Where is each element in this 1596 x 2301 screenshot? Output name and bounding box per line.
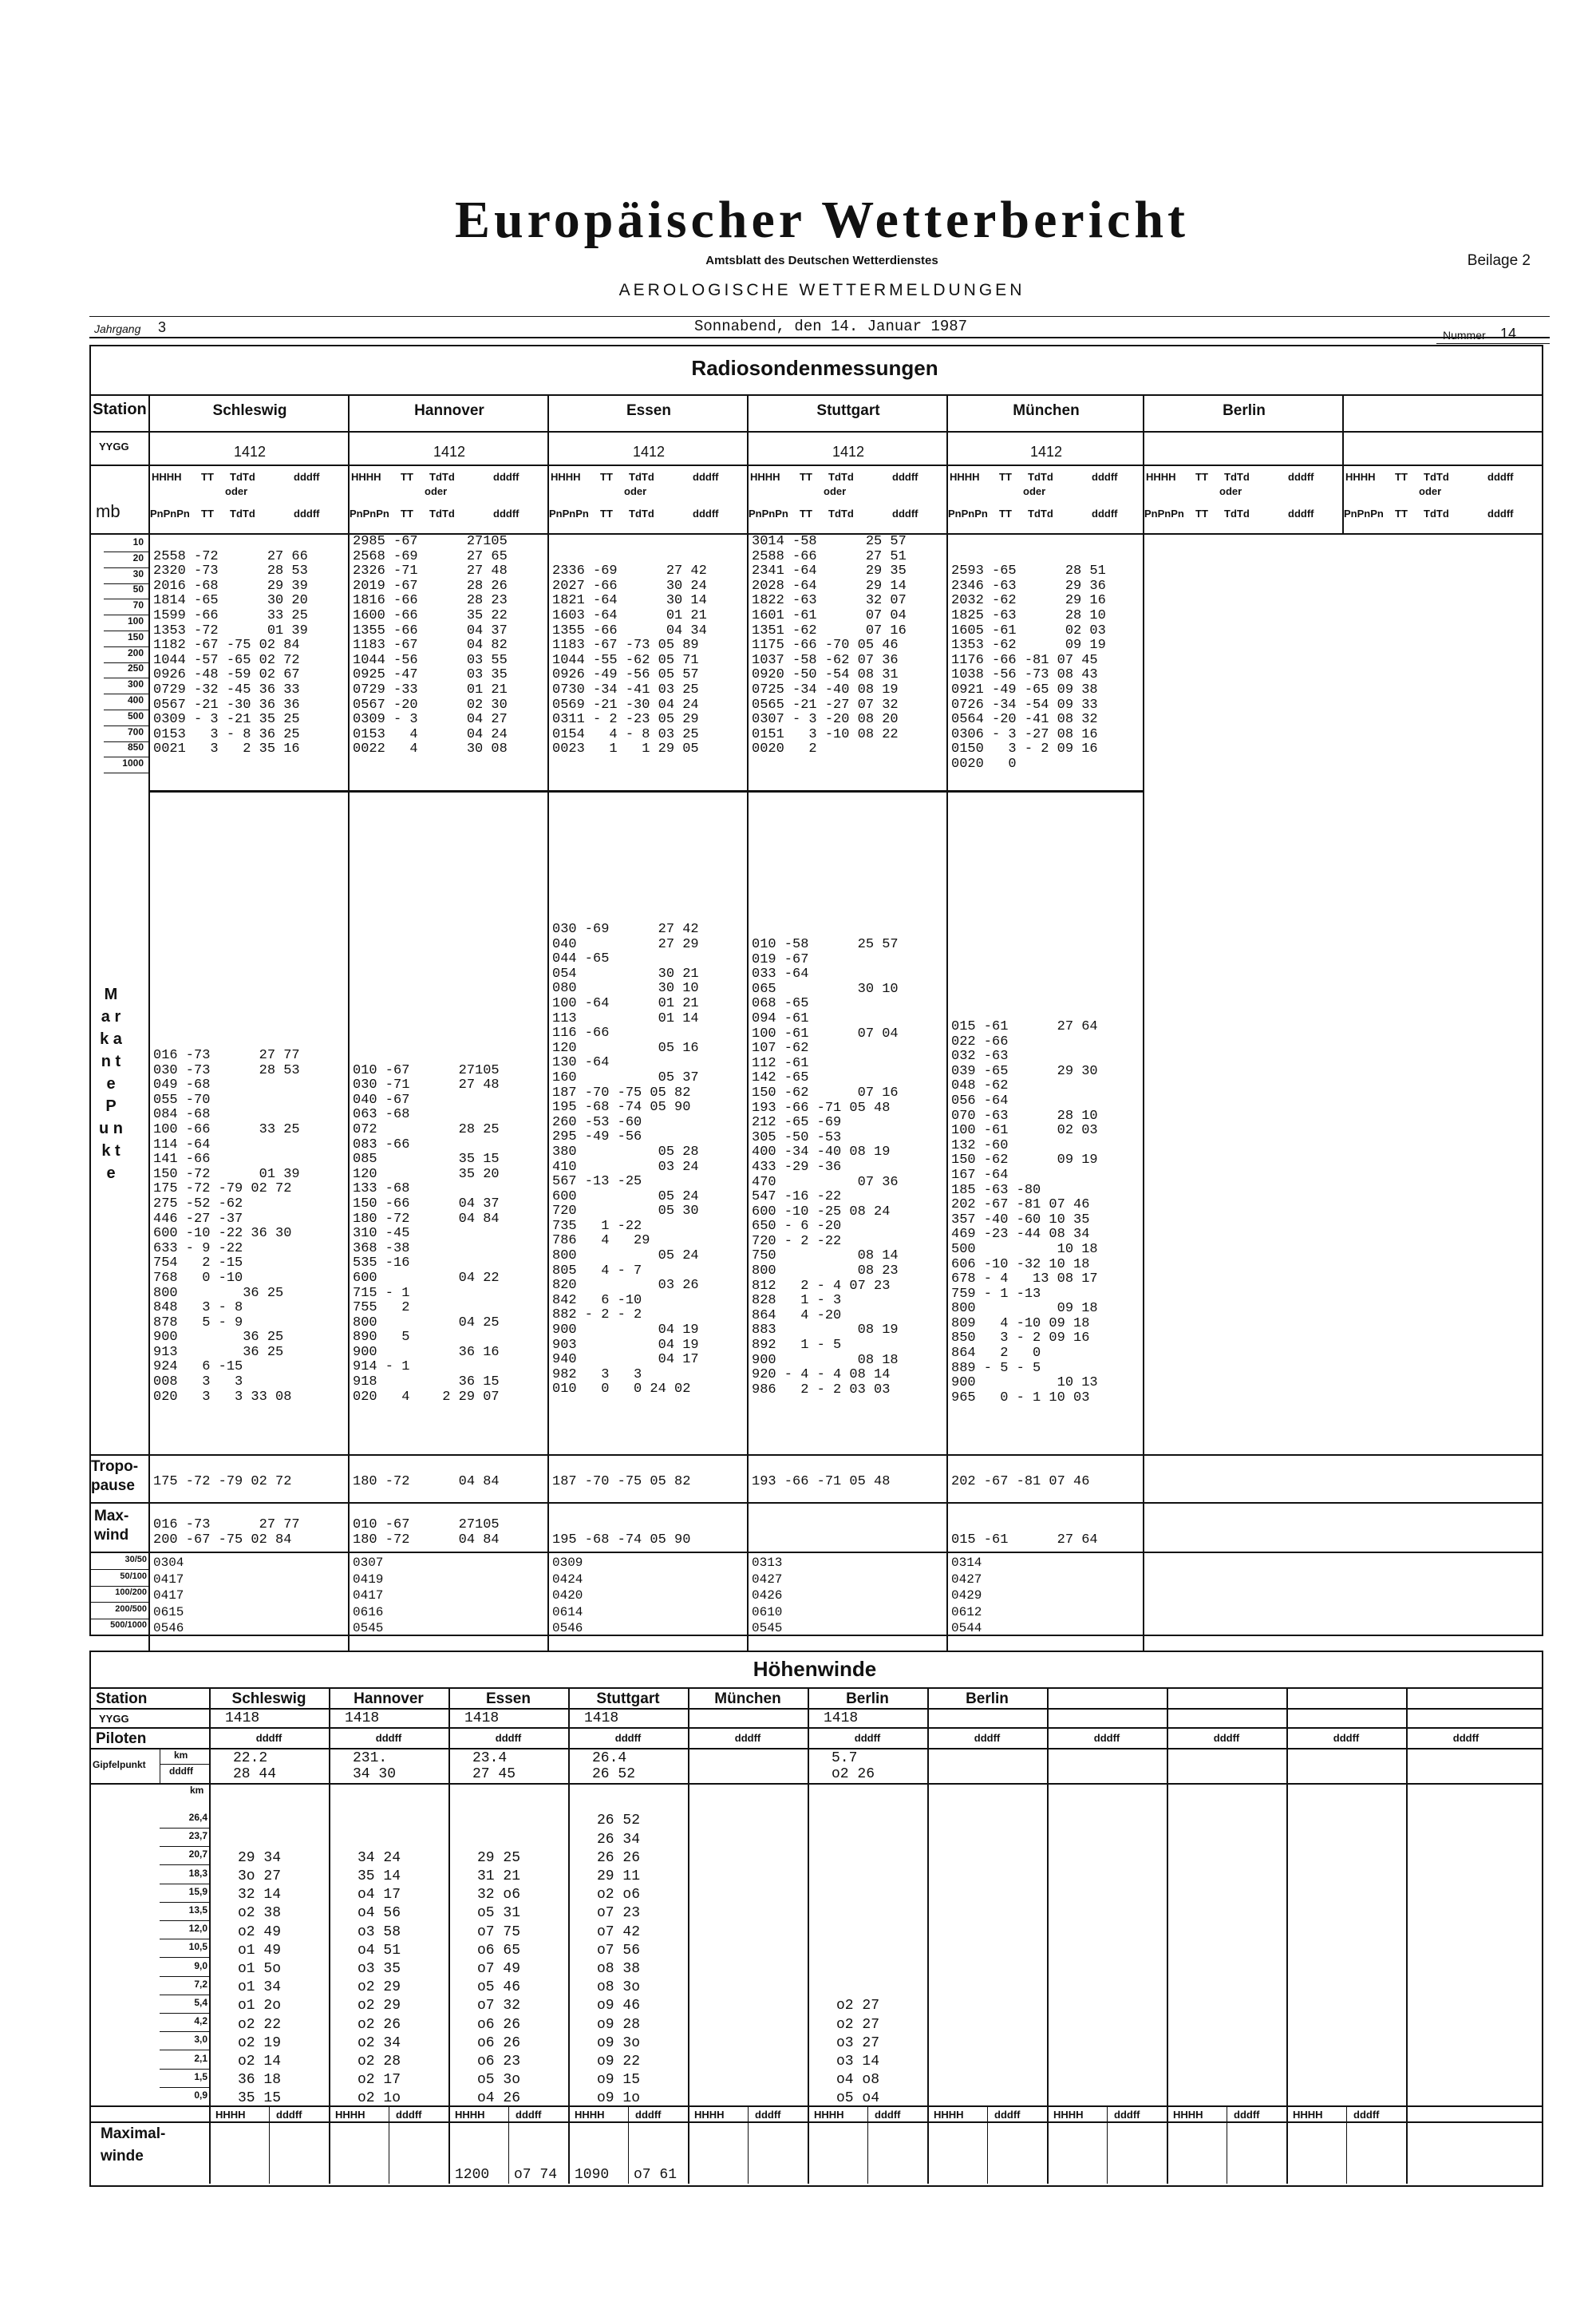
thickness-level: 50/100 [120,1571,147,1581]
max-hhhh-header: HHHH [1053,2109,1084,2121]
wind-station-name: Essen [486,1690,531,1707]
significant-points-3: 010 -58 25 57 019 -67 033 -64 065 30 10 068 -65 094 -61 100 -61 07 04 107 -62 112 -61 142 -65 150 -62 07 16 193 -66 -71 05 48 212 -65 -69 305 -50 -53 400 -34 -40 08 19 433 -29 -36 470 07 36 547 -16 -22 600 -10 -25 08 24 650 - 6 -20 720 - 2 -22 750 08 14 800 08 23 812 2 - 4 07 23 828 1 - 3 864 4 -20 883 08 19 892 1 - 5 900 08 18 920 - 4 - 4 08 14 986 2 - 2 03 03 [752,937,899,1398]
thickness-level: 100/200 [115,1587,147,1597]
col-header-oder: oder [824,485,847,497]
col-header: HHHH [1146,471,1176,483]
col-header: dddff [1092,471,1118,483]
header-rule-top [89,316,1550,317]
pressure-level: 400 [127,694,144,706]
col-header: HHHH [1345,471,1376,483]
thickness-0: 0304 0417 0417 0615 0546 [153,1556,184,1635]
col-header: PnPnPn [749,508,788,520]
pressure-level: 200 [127,646,144,658]
col-header: TT [1395,508,1408,520]
wind-value: o3 58 [358,1923,401,1940]
col-header: dddff [294,471,320,483]
station-name-stuttgart: Stuttgart [816,402,880,419]
wind-station-name: Stuttgart [596,1690,660,1707]
wind-value: 29 11 [597,1868,641,1884]
sounding-block-3: 3014 -58 25 57 2588 -66 27 51 2341 -64 29 35 2028 -64 29 14 1822 -63 32 07 1601 -61 07 04 1351 -62 07 16 1175 -66 -70 05 46 1037 -58 -62 07 36 0920 -50 -54 08 31 0725 -34 -40 08 19 0565 -21 -27 07 32 0307 - 3 -20 08 20 0151 3 -10 08 22 0020 2 [752,534,907,757]
issue-number: 14 [1500,326,1517,342]
col-header: TdTd [629,508,654,520]
col-header: HHHH [152,471,182,483]
wind-value: o2 49 [238,1923,282,1940]
wind-value: 31 21 [477,1868,521,1884]
wind-station-label: Station [96,1690,148,1707]
significant-points-2: 030 -69 27 42 040 27 29 044 -65 054 30 21 080 30 10 100 -64 01 21 113 01 14 116 -66 120 05 16 130 -64 160 05 37 187 -70 -75 05 82 195 -68 -74 05 90 260 -53 -60 295 -49 -56 380 05 28 410 03 24 567 -13 -25 600 05 24 720 05 30 735 1 -22 786 4 29 800 05 24 805 4 - 7 820 03 26 842 6 -10 882 - 2 - 2 900 04 19 903 04 19 940 04 17 982 3 3 010 0 0 24 02 [552,922,699,1398]
col-header: PnPnPn [150,508,190,520]
thickness-2: 0309 0424 0420 0614 0546 [552,1556,583,1635]
mb-label: mb [96,501,120,521]
col-header: dddff [493,508,519,520]
wind-level: 9,0 [194,1959,207,1971]
volume-number: 3 [158,319,167,335]
max-hhhh-header: HHHH [934,2109,964,2121]
wind-level: 23,7 [188,1830,207,1842]
maxwind-label: Max-wind [94,1508,129,1544]
tropopause-2: 187 -70 -75 05 82 [552,1474,691,1489]
station-name-hannover: Hannover [414,402,484,419]
wind-value: o4 o8 [836,2072,880,2089]
gipfel-km-label: km [174,1749,188,1761]
wind-level: 13,5 [188,1904,207,1916]
col-header: TdTd [429,471,455,483]
station-label: Station [93,401,147,418]
col-header: dddff [1288,508,1314,520]
col-header: dddff [693,471,719,483]
col-header: PnPnPn [1344,508,1384,520]
wind-station-name: München [714,1690,781,1707]
number-rule [1436,343,1550,344]
maximalwinde-label: Maximal-winde [101,2125,166,2165]
wind-value: o2 22 [238,2016,282,2033]
col-header: TdTd [1224,471,1250,483]
station-name-muenchen: München [1013,402,1080,419]
pressure-level: 150 [127,631,144,642]
wind-level: 12,0 [188,1923,207,1935]
wind-level: 2,1 [194,2052,207,2064]
page-title: Europäischer Wetterbericht [454,191,1190,249]
maxwind-0: 016 -73 27 77 200 -67 -75 02 84 [153,1517,300,1548]
gipfel-km: 22.2 [233,1750,268,1766]
max-dddff-header: dddff [276,2109,302,2121]
col-header: TdTd [1028,471,1053,483]
col-header: TdTd [230,508,255,520]
col-header: TT [1195,508,1208,520]
max-dddff-header: dddff [755,2109,781,2121]
wind-value: o2 17 [358,2072,401,2089]
pressure-level: 250 [127,662,144,674]
piloten-dddff: dddff [375,1732,402,1744]
max-dddff-header: dddff [516,2109,542,2121]
publisher-subtitle: Amtsblatt des Deutschen Wetterdienstes [705,254,938,267]
piloten-dddff: dddff [495,1732,522,1744]
wind-value: o2 27 [836,1998,880,2014]
col-header: dddff [892,508,918,520]
wind-value: o2 28 [358,2054,401,2070]
max-hhhh-header: HHHH [814,2109,844,2121]
wind-yygg: 1418 [345,1710,380,1726]
issue-date: Sonnabend, den 14. Januar 1987 [694,318,968,335]
col-header: TT [800,471,812,483]
col-header: PnPnPn [549,508,589,520]
wind-value: 29 25 [477,1849,521,1866]
significant-points-0: 016 -73 27 77 030 -73 28 53 049 -68 055 -70 084 -68 100 -66 33 25 114 -64 141 -66 150 -72 01 39 175 -72 -79 02 72 275 -52 -62 446 -27 -37 600 -10 -22 36 30 633 - 9 -22 754 2 -15 768 0 -10 800 36 25 848 3 - 8 878 5 - 9 900 36 25 913 36 25 924 6 -15 008 3 3 020 3 3 33 08 [153,1048,300,1405]
wind-value: 26 52 [597,1813,641,1829]
max-hhhh-header: HHHH [575,2109,605,2121]
col-header: TdTd [1224,508,1250,520]
wind-value: o7 32 [477,1998,521,2014]
wind-yygg: 1418 [464,1710,500,1726]
max-dddff: o7 74 [514,2167,558,2183]
wind-value: o5 3o [477,2072,521,2089]
wind-value: o3 35 [358,1961,401,1977]
wind-value: 34 24 [358,1849,401,1866]
col-header: HHHH [950,471,980,483]
wind-value: o6 23 [477,2054,521,2070]
piloten-dddff: dddff [255,1732,282,1744]
wind-level: 3,0 [194,2034,207,2046]
wind-value: o9 1o [597,2090,641,2107]
max-hhhh-header: HHHH [1173,2109,1203,2121]
col-header: TdTd [230,471,255,483]
pressure-level: 30 [132,567,144,579]
wind-value: 29 34 [238,1849,282,1866]
col-header: TdTd [1424,471,1449,483]
tropopause-4: 202 -67 -81 07 46 [951,1474,1090,1489]
gipfel-km: 23.4 [472,1750,508,1766]
thickness-3: 0313 0427 0426 0610 0545 [752,1556,783,1635]
piloten-dddff: dddff [1213,1732,1240,1744]
pressure-level: 20 [132,552,144,563]
tropopause-0: 175 -72 -79 02 72 [153,1474,292,1489]
wind-value: o9 15 [597,2072,641,2089]
pressure-level: 850 [127,741,144,753]
wind-value: o5 o4 [836,2090,880,2107]
wind-value: o7 56 [597,1942,641,1959]
wind-value: o1 49 [238,1942,282,1959]
piloten-dddff: dddff [1333,1732,1360,1744]
max-dddff-header: dddff [635,2109,662,2121]
wind-value: o2 1o [358,2090,401,2107]
col-header-oder: oder [1219,485,1242,497]
wind-value: o3 27 [836,2034,880,2051]
wind-value: o8 38 [597,1961,641,1977]
wind-level: 1,5 [194,2070,207,2082]
col-header: TT [1195,471,1208,483]
yygg-essen: 1412 [632,444,666,460]
wind-value: 35 15 [238,2090,282,2107]
pressure-level: 100 [127,615,144,627]
gipfel-km: 231. [353,1750,388,1766]
piloten-dddff: dddff [1093,1732,1120,1744]
wind-station-name: Hannover [354,1690,424,1707]
sounding-block-0: 2558 -72 27 66 2320 -73 28 53 2016 -68 29 39 1814 -65 30 20 1599 -66 33 25 1353 -72 01 39 1182 -67 -75 02 84 1044 -57 -65 02 72 0926 -48 -59 02 67 0729 -32 -45 36 33 0567 -21 -30 36 36 0309 - 3 -21 35 25 0153 3 - 8 36 25 0021 3 2 35 16 [153,548,308,757]
wind-level: 0,9 [194,2089,207,2101]
piloten-dddff: dddff [734,1732,761,1744]
col-header: dddff [1092,508,1118,520]
max-hhhh: 1090 [575,2167,610,2183]
max-hhhh-header: HHHH [455,2109,485,2121]
wind-value: 32 o6 [477,1887,521,1904]
col-header: HHHH [351,471,381,483]
wind-station-name: Berlin [966,1690,1009,1707]
wind-value: o2 14 [238,2054,282,2070]
pressure-level: 50 [132,583,144,595]
yygg-label: YYGG [99,441,129,453]
sounding-block-2: 2336 -69 27 42 2027 -66 30 24 1821 -64 30 14 1603 -64 01 21 1355 -66 04 34 1183 -67 -73 05 89 1044 -55 -62 05 71 0926 -49 -56 05 57 0730 -34 -41 03 25 0569 -21 -30 04 24 0311 - 2 -23 05 29 0154 4 - 8 03 25 0023 1 1 29 05 [552,563,707,757]
km-label: km [190,1785,204,1796]
col-header: TT [600,508,613,520]
wind-value: o4 26 [477,2090,521,2107]
wind-value: o7 42 [597,1923,641,1940]
radiosonde-title: Radiosondenmessungen [691,356,938,380]
col-header: TdTd [828,471,854,483]
wind-yygg: 1418 [225,1710,260,1726]
col-header: dddff [493,471,519,483]
col-header: PnPnPn [948,508,988,520]
pressure-level: 300 [127,678,144,690]
wind-value: o8 3o [597,1979,641,1996]
gipfel-dd: 28 44 [233,1766,277,1782]
wind-yygg-label: YYGG [99,1713,129,1725]
wind-value: o2 29 [358,1998,401,2014]
maxwind-1: 010 -67 27105 180 -72 04 84 [353,1517,500,1548]
wind-level: 5,4 [194,1997,207,2008]
max-hhhh-header: HHHH [215,2109,246,2121]
piloten-label: Piloten [96,1730,147,1747]
wind-value: o9 22 [597,2054,641,2070]
tropopause-1: 180 -72 04 84 [353,1474,500,1489]
supplement-label: Beilage 2 [1467,252,1531,269]
wind-level: 20,7 [188,1848,207,1860]
pressure-level: 10 [132,536,144,548]
max-hhhh-header: HHHH [1293,2109,1323,2121]
wind-value: o1 2o [238,1998,282,2014]
wind-value: o4 17 [358,1887,401,1904]
max-hhhh-header: HHHH [335,2109,365,2121]
col-header: TT [999,471,1012,483]
wind-level: 7,2 [194,1978,207,1990]
pressure-level: 70 [132,599,144,611]
wind-value: o5 31 [477,1905,521,1922]
col-header: dddff [892,471,918,483]
col-header: dddff [1487,508,1514,520]
col-header: dddff [1288,471,1314,483]
col-header: TT [1395,471,1408,483]
wind-value: o7 49 [477,1961,521,1977]
wind-value: 35 14 [358,1868,401,1884]
col-header: dddff [1487,471,1514,483]
hoehenwinde-title: Höhenwinde [753,1657,877,1681]
gipfel-dddff-label: dddff [169,1765,193,1777]
sounding-block-4: 2593 -65 28 51 2346 -63 29 36 2032 -62 29 16 1825 -63 28 10 1605 -61 02 03 1353 -62 09 19 1176 -66 -81 07 45 1038 -56 -73 08 43 0921 -49 -65 09 38 0726 -34 -54 09 33 0564 -20 -41 08 32 0306 - 3 -27 08 16 0150 3 - 2 09 16 0020 0 [951,563,1106,772]
significant-points-4: 015 -61 27 64 022 -66 032 -63 039 -65 29 30 048 -62 056 -64 070 -63 28 10 100 -61 02 03 132 -60 150 -62 09 19 167 -64 185 -63 -80 202 -67 -81 07 46 357 -40 -60 10 35 469 -23 -44 08 34 500 10 18 606 -10 -32 10 18 678 - 4 13 08 17 759 - 1 -13 800 09 18 809 4 -10 09 18 850 3 - 2 09 16 864 2 0 889 - 5 - 5 900 10 13 965 0 - 1 10 03 [951,1019,1098,1406]
yygg-stuttgart: 1412 [832,444,865,460]
wind-value: 3o 27 [238,1868,282,1884]
wind-value: o3 14 [836,2054,880,2070]
col-header: TT [600,471,613,483]
sounding-block-1: 2985 -67 27105 2568 -69 27 65 2326 -71 27 48 2019 -67 28 26 1816 -66 28 23 1600 -66 35 22 1355 -66 04 37 1183 -67 04 82 1044 -56 03 55 0925 -47 03 35 0729 -33 01 21 0567 -20 02 30 0309 - 3 04 27 0153 4 04 24 0022 4 30 08 [353,534,508,757]
yygg-schleswig: 1412 [233,444,267,460]
wind-value: 26 26 [597,1849,641,1866]
max-dddff-header: dddff [1234,2109,1260,2121]
tropopause-3: 193 -66 -71 05 48 [752,1474,891,1489]
maxwind-2: 195 -68 -74 05 90 [552,1532,691,1548]
max-hhhh: 1200 [455,2167,490,2183]
gipfel-dd: 27 45 [472,1766,516,1782]
wind-value: 26 34 [597,1831,641,1848]
station-name-essen: Essen [626,402,671,419]
gipfelpunkt-label: Gipfelpunkt [93,1759,146,1770]
wind-value: o6 26 [477,2016,521,2033]
col-header: dddff [294,508,320,520]
wind-value: o2 26 [358,2016,401,2033]
thickness-level: 200/500 [115,1603,147,1614]
pressure-level: 1000 [122,757,144,769]
piloten-dddff: dddff [1452,1732,1479,1744]
wind-level: 18,3 [188,1867,207,1879]
col-header: TdTd [828,508,854,520]
yygg-hannover: 1412 [433,444,466,460]
gipfel-dd: 34 30 [353,1766,397,1782]
wind-value: o6 65 [477,1942,521,1959]
wind-value: o2 o6 [597,1887,641,1904]
wind-value: o5 46 [477,1979,521,1996]
wind-value: o7 23 [597,1905,641,1922]
wind-value: o1 5o [238,1961,282,1977]
thickness-4: 0314 0427 0429 0612 0544 [951,1556,982,1635]
gipfel-dd: o2 26 [832,1766,875,1782]
markante-punkte-label: M a r k a n t e P u n k t e [99,986,123,1182]
col-header-oder: oder [1419,485,1442,497]
gipfel-dd: 26 52 [592,1766,636,1782]
wind-station-name: Schleswig [231,1690,306,1707]
col-header: TT [401,508,413,520]
piloten-dddff: dddff [854,1732,881,1744]
piloten-dddff: dddff [614,1732,642,1744]
thickness-level: 30/50 [124,1555,147,1564]
wind-level: 26,4 [188,1812,207,1823]
col-header: PnPnPn [1144,508,1184,520]
max-dddff-header: dddff [994,2109,1021,2121]
station-name-schleswig: Schleswig [212,402,287,419]
piloten-dddff: dddff [974,1732,1001,1744]
wind-level: 15,9 [188,1885,207,1897]
wind-value: o9 28 [597,2016,641,2033]
col-header: TdTd [1424,508,1449,520]
col-header: TT [800,508,812,520]
max-dddff-header: dddff [875,2109,901,2121]
wind-value: o4 56 [358,1905,401,1922]
tropopause-label: Tropo-pause [91,1458,139,1494]
wind-value: o7 75 [477,1923,521,1940]
wind-value: o9 46 [597,1998,641,2014]
wind-value: o6 26 [477,2034,521,2051]
col-header: TdTd [1028,508,1053,520]
wind-value: o9 3o [597,2034,641,2051]
wind-value: o2 19 [238,2034,282,2051]
col-header: TdTd [429,508,455,520]
thickness-level: 500/1000 [110,1620,147,1630]
col-header: TT [401,471,413,483]
gipfel-km: 26.4 [592,1750,627,1766]
wind-yygg: 1418 [824,1710,859,1726]
col-header: TdTd [629,471,654,483]
wind-value: o2 34 [358,2034,401,2051]
wind-value: o2 29 [358,1979,401,1996]
max-dddff: o7 61 [634,2167,678,2183]
number-label: Nummer [1443,329,1486,342]
header-rule-bottom [89,337,1550,338]
max-dddff-header: dddff [1353,2109,1380,2121]
wind-value: o4 51 [358,1942,401,1959]
wind-value: 32 14 [238,1887,282,1904]
significant-points-1: 010 -67 27105 030 -71 27 48 040 -67 063 -68 072 28 25 083 -66 085 35 15 120 35 20 133 -68 150 -66 04 37 180 -72 04 84 310 -45 368 -38 535 -16 600 04 22 715 - 1 755 2 800 04 25 890 5 900 36 16 914 - 1 918 36 15 020 4 2 29 07 [353,1062,500,1405]
yygg-muenchen: 1412 [1029,444,1063,460]
wind-yygg: 1418 [584,1710,619,1726]
wind-value: o1 34 [238,1979,282,1996]
volume-label: Jahrgang [94,322,141,335]
col-header-oder: oder [425,485,448,497]
wind-value: o2 27 [836,2016,880,2033]
section-heading: AEROLOGISCHE WETTERMELDUNGEN [618,281,1025,299]
max-dddff-header: dddff [396,2109,422,2121]
col-header: TT [999,508,1012,520]
station-name-berlin: Berlin [1223,402,1266,419]
thickness-1: 0307 0419 0417 0616 0545 [353,1556,384,1635]
wind-value: o2 38 [238,1905,282,1922]
max-dddff-header: dddff [1114,2109,1140,2121]
pressure-level: 500 [127,710,144,722]
wind-value: 36 18 [238,2072,282,2089]
col-header: TT [201,471,214,483]
wind-level: 4,2 [194,2015,207,2027]
col-header-oder: oder [624,485,647,497]
wind-level: 10,5 [188,1941,207,1953]
col-header: PnPnPn [350,508,389,520]
col-header: HHHH [750,471,780,483]
col-header: TT [201,508,214,520]
col-header-oder: oder [225,485,248,497]
wind-station-name: Berlin [846,1690,889,1707]
maxwind-4: 015 -61 27 64 [951,1532,1098,1548]
max-hhhh-header: HHHH [694,2109,725,2121]
pressure-level: 700 [127,725,144,737]
col-header-oder: oder [1023,485,1046,497]
col-header: HHHH [551,471,581,483]
col-header: dddff [693,508,719,520]
gipfel-km: 5.7 [832,1750,858,1766]
